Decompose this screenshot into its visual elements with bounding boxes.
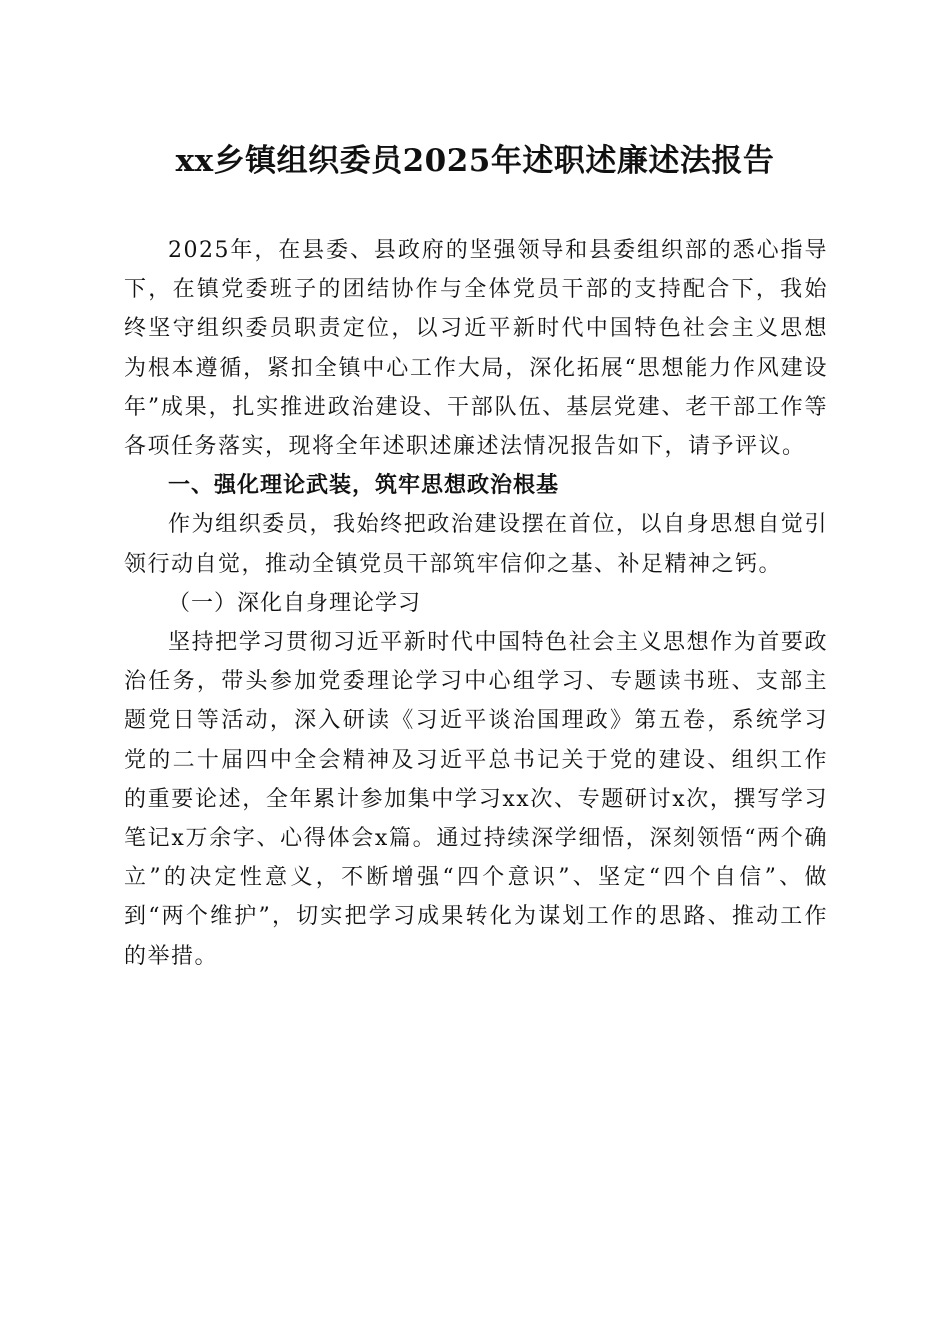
subsection-body-paragraph: 坚持把学习贯彻习近平新时代中国特色社会主义思想作为首要政治任务，带头参加党委理论学习中心组学习、专题读书班、支部主题党日等活动，深入研读《习近平谈治国理政》第五卷，系统学习党的二十届四中全会精神及习近平总书记关于党的建设、组织工作的重要论述，全年累计参加集中学习xx次、专题研讨x次，撰写学习笔记x万余字、心得体会x篇。通过持续深学细悟，深刻领悟“两个确立”的决定性意义，不断增强“四个意识”、坚定“四个自信”、做到“两个维护”，切实把学习成果转化为谋划工作的思路、推动工作的举措。 — [124, 630, 828, 969]
section-intro-paragraph: 作为组织委员，我始终把政治建设摆在首位，以自身思想自觉引领行动自觉，推动全镇党员干部筑牢信仰之基、补足精神之钙。 — [124, 512, 828, 577]
subsection-heading: （一）深化自身理论学习 — [168, 590, 422, 616]
document-body — [124, 231, 828, 976]
document-title: xx乡镇组织委员2025年述职述廉述法报告 — [175, 143, 775, 179]
section-heading: 一、强化理论武装，筑牢思想政治根基 — [168, 473, 560, 499]
intro-paragraph: 2025年，在县委、县政府的坚强领导和县委组织部的悉心指导下，在镇党委班子的团结协作与全体党员干部的支持配合下，我始终坚守组织委员职责定位，以习近平新时代中国特色社会主义思想为根本遵循，紧扣全镇中心工作大局，深化拓展“思想能力作风建设年”成果，扎实推进政治建设、干部队伍、基层党建、老干部工作等各项任务落实，现将全年述职述廉述法情况报告如下，请予评议。 — [124, 238, 828, 460]
